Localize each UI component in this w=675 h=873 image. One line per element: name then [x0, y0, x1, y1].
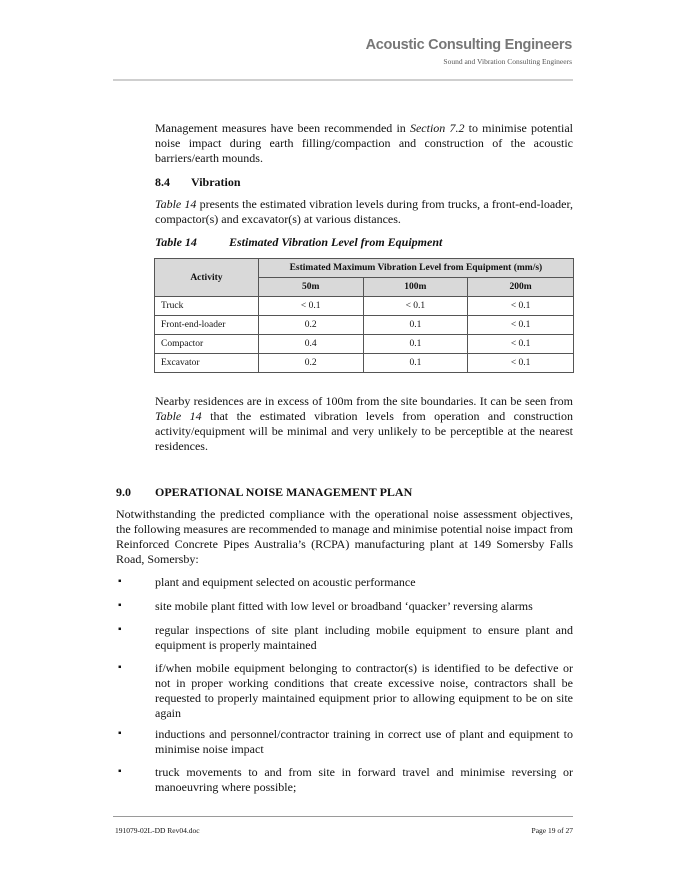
list-item: plant and equipment selected on acoustic performance — [155, 575, 416, 589]
table-row — [155, 297, 574, 316]
distance-header: 200m — [468, 278, 574, 297]
value-cell: < 0.1 — [363, 297, 468, 316]
value-cell: 0.1 — [363, 354, 468, 373]
value-cell: 0.4 — [258, 335, 363, 354]
company-name: Acoustic Consulting Engineers — [365, 37, 572, 53]
value-cell: < 0.1 — [468, 354, 574, 373]
value-cell: < 0.1 — [258, 297, 363, 316]
group-header: Estimated Maximum Vibration Level from Equipment (mm/s) — [258, 259, 573, 278]
table-label: Table 14 — [155, 235, 197, 249]
table-reference: Table 14 — [155, 409, 202, 423]
activity-cell: Excavator — [155, 354, 259, 373]
table-row — [155, 335, 574, 354]
list-item: inductions and personnel/contractor training in correct use of plant and equipment to minimise noise impact — [155, 727, 573, 756]
section-9-title: OPERATIONAL NOISE MANAGEMENT PLAN — [155, 485, 413, 499]
activity-cell: Truck — [155, 297, 259, 316]
activity-header: Activity — [155, 259, 259, 297]
section-9-number: 9.0 — [116, 485, 131, 499]
management-intro-paragraph: Notwithstanding the predicted compliance with the operational noise assessment objectives, the following measures are recommended to manage and minimise potential noise impact from Reinforced Concrete Pipes Australia’s (RCPA) manufacturing plant at 149 Somersby Falls Road, Somersby: — [116, 507, 573, 566]
vibration-table — [154, 258, 574, 373]
value-cell: 0.1 — [363, 316, 468, 335]
value-cell: < 0.1 — [468, 316, 574, 335]
value-cell: 0.2 — [258, 316, 363, 335]
header-divider — [113, 79, 573, 81]
table-reference: Table 14 — [155, 197, 197, 211]
section-8-4-number: 8.4 — [155, 175, 170, 189]
distance-header: 100m — [363, 278, 468, 297]
bullet-icon: ▪ — [118, 766, 122, 777]
company-tagline: Sound and Vibration Consulting Engineers — [443, 57, 572, 66]
value-cell: 0.2 — [258, 354, 363, 373]
list-item: truck movements to and from site in forward travel and minimise reversing or manoeuvring where possible; — [155, 765, 573, 794]
table-caption: Estimated Vibration Level from Equipment — [229, 235, 443, 249]
bullet-icon: ▪ — [118, 728, 122, 739]
distance-header: 50m — [258, 278, 363, 297]
bullet-icon: ▪ — [118, 662, 122, 673]
document-reference: 191079-02L-DD Rev04.doc — [115, 826, 200, 835]
section-8-4-title: Vibration — [191, 175, 241, 189]
list-item: site mobile plant fitted with low level or broadband ‘quacker’ reversing alarms — [155, 599, 533, 613]
bullet-icon: ▪ — [118, 624, 122, 635]
intro-paragraph: Management measures have been recommended in Section 7.2 to minimise potential noise impact during earth filling/compaction and construction of the acoustic barriers/earth mounds. — [155, 121, 573, 165]
activity-cell: Compactor — [155, 335, 259, 354]
table-header-row — [155, 259, 574, 278]
list-item: regular inspections of site plant including mobile equipment to ensure plant and equipment is properly maintained — [155, 623, 573, 652]
bullet-icon: ▪ — [118, 576, 122, 587]
table-row — [155, 354, 574, 373]
activity-cell: Front-end-loader — [155, 316, 259, 335]
bullet-icon: ▪ — [118, 600, 122, 611]
value-cell: < 0.1 — [468, 297, 574, 316]
list-item: if/when mobile equipment belonging to contractor(s) is identified to be defective or not in proper working conditions that create excessive noise, contractors shall be requested to properly maintained equipment prior to allowing equipment to be on site again — [155, 661, 573, 720]
table-row — [155, 316, 574, 335]
vibration-paragraph: Table 14 presents the estimated vibration levels during from trucks, a front-end-loader, compactor(s) and excavator(s) at various distances. — [155, 197, 573, 226]
value-cell: 0.1 — [363, 335, 468, 354]
section-reference: Section 7.2 — [409, 121, 465, 135]
footer-divider — [113, 816, 573, 817]
residences-paragraph: Nearby residences are in excess of 100m from the site boundaries. It can be seen from Table 14 that the estimated vibration levels from operation and construction activity/equipment will be minimal and very unlikely to be perceptible at the nearest residences. — [155, 394, 573, 453]
value-cell: < 0.1 — [468, 335, 574, 354]
page-number: Page 19 of 27 — [531, 826, 573, 835]
